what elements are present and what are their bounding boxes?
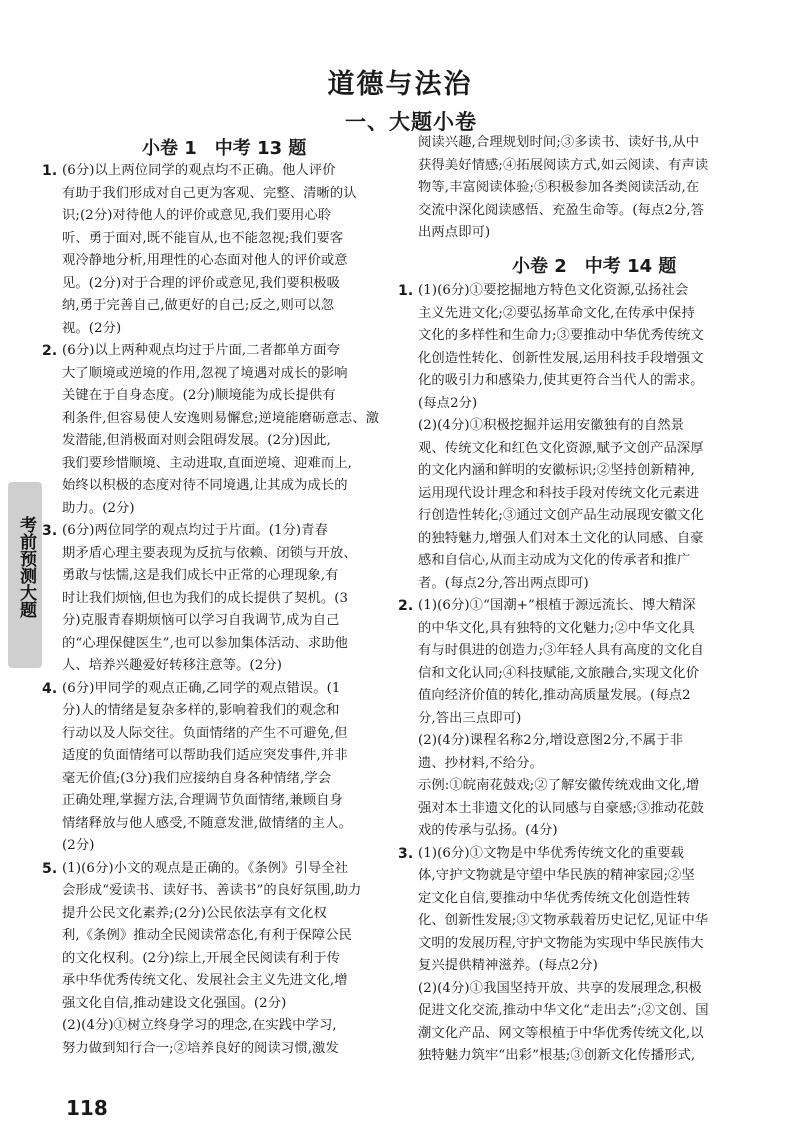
answer-line: 承中华优秀传统文化、发展社会主义先进文化,增 [62,973,348,988]
answer-line: 毫无价值;(3分)我们应接纳自身各种情绪,学会 [62,770,332,786]
answer-line: (2)(4分)①树立终身学习的理念,在实践中学习, [62,1018,337,1033]
answer-line: 始终以积极的态度对待不同境遇,让其成为成长的 [62,478,348,493]
answer-line: 识;(2分)对待他人的评价或意见,我们要用心聆 [62,208,332,223]
answer-line: 主义先进文化;②要弘扬革命文化,在传承中保持 [418,305,695,321]
answer-line: 促进文化交流,推动中华文化“走出去”;②文创、国 [418,1003,709,1018]
answer-line: 有与时俱进的创造力;③年轻人具有高度的文化自 [418,643,704,658]
section-subtitle: 一、大题小卷 [345,110,477,134]
answer-line: 见。(2分)对于合理的评价或意见,我们要积极吸 [62,275,341,291]
answer-line: 勇敢与怯懦,这是我们成长中正常的心理现象,有 [62,568,339,583]
question-number: 3. [42,523,58,539]
answer-line: (每点2分) [418,395,478,411]
volume-exam: 中考 13 题 [214,138,307,159]
volume-title [142,134,306,160]
answer-line: 感和自信心,从而主动成为文化的传承者和推广 [418,553,691,568]
answer-line: 听、勇于面对,既不能盲从,也不能忽视;我们要客 [62,230,344,246]
question-number: 4. [42,680,58,697]
answer-line: (1)(6分)①文物是中华优秀传统文化的重要载 [418,845,685,861]
answer-line: 文明的发展历程,守护文物能为实现中华民族伟大 [418,935,704,951]
answer-line: 遗、抄材料,不给分。 [418,755,543,771]
answer-line: 独特魅力筑牢“出彩”根基;③创新文化传播形式, [418,1048,696,1063]
question-number: 1. [398,283,414,299]
answer-line: (1)(6分)小文的观点是正确的。《条例》引导全社 [62,860,349,876]
answer-line: 有助于我们形成对自己更为客观、完整、清晰的认 [62,185,357,201]
answer-item [398,595,780,843]
answer-line: 利,《条例》推动全民阅读常态化,有利于保障公民 [62,928,352,943]
answer-line: 适度的负面情绪可以帮助我们适应突发事件,并非 [62,748,348,763]
answer-line: 强文化自信,推动建设文化强国。(2分) [62,995,287,1011]
answer-line: 分,答出三点即可) [418,710,522,726]
answer-line: (2分) [62,838,95,853]
answer-line: 期矛盾心理主要表现为反抗与依赖、闭锁与开放、 [62,545,357,561]
answer-line: 正确处理,掌握方法,合理调节负面情绪,兼顾自身 [62,793,343,808]
answer-line: (1)(6分)①“国潮+”根植于源远流长、博大精深 [418,598,696,613]
page-number: 118 [66,1096,108,1120]
answer-line: (1)(6分)①要挖掘地方特色文化资源,弘扬社会 [418,283,689,298]
question-number: 2. [398,598,414,614]
answer-item [42,340,412,520]
question-number: 5. [42,860,58,877]
answer-line: 的文化权利。(2分)综上,开展全民阅读有利于传 [62,950,341,966]
answer-line: 交流中深化阅读感悟、充盈生命等。(每点2分,答 [418,202,705,218]
answer-line: 出两点即可) [418,225,491,240]
answer-line: 利条件,但容易使人安逸则易懈怠;逆境能磨砺意志、激 [62,410,380,426]
answer-line: 纳,勇于完善自己,做更好的自己;反之,则可以忽 [62,298,335,313]
answer-line: (2)(4分)课程名称2分,增设意图2分,不属于非 [418,733,683,748]
answer-line: 观、传统文化和红色文化资源,赋予文创产品深厚 [418,440,704,456]
answer-line: 发潜能,但消极面对则会阻碍发展。(2分)因此, [62,433,331,448]
answer-line: 努力做到知行合一;②培养良好的阅读习惯,激发 [62,1040,339,1056]
answer-line: (6分)两位同学的观点均过于片面。(1分)青春 [62,523,329,538]
answer-line: 时让我们烦恼,但也为我们的成长提供了契机。(3 [62,590,349,606]
answer-line: 示例:①皖南花鼓戏;②了解安徽传统戏曲文化,增 [418,778,700,793]
answer-line: 视。(2分) [62,320,122,336]
answer-line: 化的吸引力和感染力,使其更符合当代人的需求。 [418,373,704,388]
answer-line: 化、创新性发展;③文物承载着历史记忆,见证中华 [418,913,709,928]
answer-line: 行创造性转化;③通过文创产品生动展现安徽文化 [418,508,704,523]
answer-line: 提升公民文化素养;(2分)公民依法享有文化权 [62,905,327,921]
answer-line: 信和文化认同;④科技赋能,文旅融合,实现文化价 [418,665,700,681]
answer-line: 者。(每点2分,答出两点即可) [418,575,589,591]
answer-line: 行动以及人际交往。负面情绪的产生不可避免,但 [62,725,348,741]
answer-line: (6分)以上两种观点均过于片面,二者都单方面夸 [62,343,341,358]
answer-line: 人、培养兴趣爱好转移注意等。(2分) [62,658,283,673]
answer-line: (6分)甲同学的观点正确,乙同学的观点错误。(1 [62,680,341,696]
answer-line: 观冷静地分析,用理性的心态面对他人的评价或意 [62,253,348,268]
answer-line: 分)人的情绪是复杂多样的,影响着我们的观念和 [62,703,340,718]
answer-item [42,678,412,858]
volume-name: 小卷 1 [142,138,197,159]
answer-line: 我们要珍惜顺境、主动进取,直面逆境、迎难而上, [62,455,352,471]
side-tab-label: 考前预测大题 [16,516,36,618]
answer-line: 情绪释放与他人感受,不随意发泄,做情绪的主人。 [62,815,352,831]
answer-line: 值向经济价值的转化,推动高质量发展。(每点2 [418,688,691,703]
side-tab [8,482,42,668]
answer-line: 的文化内涵和鲜明的安徽标识;②坚持创新精神, [418,463,695,478]
answer-line: 强对本土非遗文化的认同感与自豪感;③推动花鼓 [418,800,704,816]
answer-line: (2)(4分)①我国坚持开放、共享的发展理念,积极 [418,980,702,996]
answer-line: 大了顺境或逆境的作用,忽视了境遇对成长的影响 [62,365,348,381]
answer-line: 的“心理保健医生”,也可以参加集体活动、求助他 [62,635,349,651]
answer-line: 戏的传承与弘扬。(4分) [418,823,558,838]
answer-item [398,280,780,595]
answer-line: 阅读兴趣,合理规划时间;③多读书、读好书,从中 [418,135,700,150]
answer-line: 关键在于自身态度。(2分)顺境能为成长提供有 [62,388,336,403]
answer-line: 物等,丰富阅读体验;⑤积极参加各类阅读活动,在 [418,180,700,195]
answer-line: 潮文化产品、网文等根植于中华优秀传统文化,以 [418,1025,704,1041]
answer-item [42,160,412,340]
answer-line: 化创造性转化、创新性发展,运用科技手段增强文 [418,350,704,366]
answer-line: 的中华文化,具有独特的文化魅力;②中华文化具 [418,620,695,636]
answer-line: (2)(4分)①积极挖掘并运用安徽独有的自然景 [418,418,685,433]
answer-line: 获得美好情感;④拓展阅读方式,如云阅读、有声读 [418,157,709,173]
question-number: 1. [42,163,58,179]
answer-line: 文化的多样性和生命力;③要推动中华优秀传统文 [418,328,704,343]
answer-line: 定文化自信,要推动中华优秀传统文化创造性转 [418,890,691,906]
answer-line: 的独特魅力,增强人们对本土文化的认同感、自豪 [418,530,704,546]
volume-name: 小卷 2 [512,256,567,277]
volume-exam: 中考 14 题 [584,256,677,277]
answer-item [42,520,412,678]
answer-item [42,858,412,1061]
answer-line: 助力。(2分) [62,500,135,516]
volume-title [512,252,676,278]
page-title: 道德与法治 [327,69,473,100]
answer-line: (6分)以上两位同学的观点均不正确。他人评价 [62,163,336,178]
answer-line: 复兴提供精神滋养。(每点2分) [418,958,598,973]
answer-line: 分)克服青春期烦恼可以学习自我调节,成为自己 [62,613,340,628]
answer-line: 会形成“爱读书、读好书、善读书”的良好氛围,助力 [62,883,362,898]
continuation-text [418,132,708,245]
answer-line: 运用现代设计理念和科技手段对传统文化元素进 [418,485,700,501]
answer-item [398,843,780,1068]
question-number: 3. [398,845,414,862]
answer-line: 体,守护文物就是守望中华民族的精神家园;②坚 [418,868,695,883]
question-number: 2. [42,343,58,359]
